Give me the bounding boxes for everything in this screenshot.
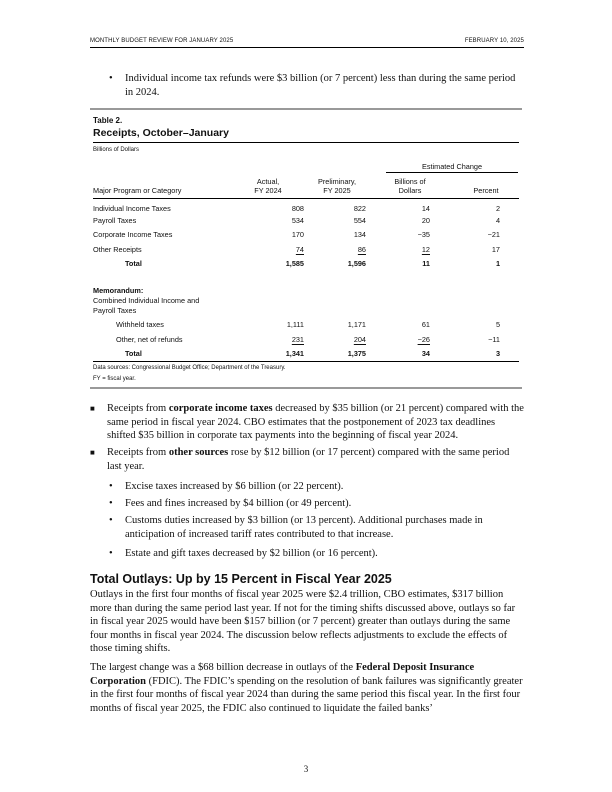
corporate-tax-paragraph: [107, 402, 524, 443]
bullet-marker: •: [109, 548, 113, 559]
estimated-change-heading: Estimated Change: [421, 162, 483, 171]
para-post: (FDIC). The FDIC’s spending on the resolution of bank failures was significantly greater in the first four months of fiscal year 2024 than during the same period this fiscal year. In the first four months of fiscal year 2025, the FDIC also continued to liquidate the failed banks’: [90, 675, 523, 714]
row-percent: 2: [495, 204, 500, 213]
fdic-paragraph: [90, 661, 524, 715]
col-category: Major Program or Category: [93, 186, 182, 195]
table-sources: Data sources: Congressional Budget Office; Department of the Treasury.: [93, 365, 286, 371]
sub-bullet-text: Estate and gift taxes decreased by $2 billion (or 16 percent).: [125, 548, 378, 559]
row-dollars: −26: [417, 335, 430, 344]
bullet-marker: •: [109, 481, 113, 492]
row-actual: 231: [291, 335, 304, 344]
table-top-rule: [90, 108, 522, 110]
total-dollars: 34: [421, 349, 430, 358]
table-units: Billions of Dollars: [93, 147, 140, 153]
bullet-marker: •: [109, 498, 113, 509]
header-date: FEBRUARY 10, 2025: [464, 38, 524, 44]
total-prelim: 1,596: [347, 259, 366, 268]
table-note: FY = fiscal year.: [93, 376, 136, 382]
bullet-bold: corporate income taxes: [168, 403, 273, 414]
row-percent: 17: [491, 245, 500, 254]
row-percent: −21: [487, 230, 500, 239]
col-actual-line1: Actual,: [256, 177, 280, 186]
table-footer-rule: [93, 361, 519, 362]
total-actual: 1,341: [285, 349, 304, 358]
sub-bullet-text: Excise taxes increased by $6 billion (or 22 percent).: [125, 481, 344, 492]
row-label: Other Receipts: [93, 245, 142, 254]
bullet-marker: •: [109, 515, 113, 526]
row-label: Payroll Taxes: [93, 216, 137, 225]
bullet-post: decreased by $35 billion (or 21 percent) compared with the same period in fiscal year 2024. CBO estimates that the postponement of 2023 tax deadlines shifted $35 billion in corporate tax payments into the beginning of fiscal year 2024.: [107, 403, 524, 441]
row-dollars: 20: [421, 216, 430, 225]
row-actual: 534: [291, 216, 304, 225]
col-percent: Percent: [473, 186, 499, 195]
outlays-paragraph: Outlays in the first four months of fiscal year 2025 were $2.4 trillion, CBO estimates, $317 billion more than during the same period last year. If not for the timing shifts discussed above, outlays so far in fiscal year 2025 would have been $157 billion (or 7 percent) greater than outlays during the same four months in fiscal year 2024. The discussion below reflects adjustments to exclude the effects of those timing shifts.: [90, 589, 516, 654]
table-label: Table 2.: [93, 116, 123, 125]
row-dollars: 61: [421, 320, 430, 329]
row-prelim: 134: [353, 230, 366, 239]
row-label: Corporate Income Taxes: [93, 230, 173, 239]
total-actual: 1,585: [285, 259, 304, 268]
total-dollars: 11: [422, 259, 430, 268]
row-percent: 4: [495, 216, 500, 225]
row-label: Individual Income Taxes: [93, 204, 171, 213]
row-prelim: 554: [353, 216, 366, 225]
square-bullet-marker: ■: [90, 448, 95, 457]
estimated-change-rule: [386, 172, 518, 173]
memo-line1: Combined Individual Income and: [93, 296, 200, 305]
bullet-marker: •: [109, 73, 113, 84]
col-prelim-line1: Preliminary,: [318, 177, 356, 186]
row-actual: 74: [295, 245, 304, 254]
memo-heading: Memorandum:: [93, 286, 144, 295]
running-header: [90, 38, 524, 47]
table-title: Receipts, October–January: [93, 127, 229, 139]
col-actual-line2: FY 2024: [254, 186, 282, 195]
total-percent: 1: [495, 259, 500, 268]
table-title-rule: [93, 142, 519, 143]
total-percent: 3: [495, 349, 500, 358]
row-prelim: 822: [353, 204, 366, 213]
sub-bullet-text: Customs duties increased by $3 billion (or 13 percent). Additional purchases made in anticipation of increased tariff rates contributed to that increase.: [125, 515, 483, 540]
para-bold: Federal Deposit Insurance Corporation: [90, 662, 475, 687]
header-report-title: MONTHLY BUDGET REVIEW FOR JANUARY 2025: [90, 38, 234, 44]
row-prelim: 1,171: [347, 320, 366, 329]
row-label: Other, net of refunds: [116, 335, 183, 344]
bullet-pre: Receipts from: [107, 403, 169, 414]
col-dollars-line2: Dollars: [398, 186, 422, 195]
total-label: Total: [125, 259, 142, 268]
row-label: Withheld taxes: [116, 320, 164, 329]
bullet-pre: Receipts from: [107, 447, 169, 458]
col-dollars-line1: Billions of: [394, 177, 426, 186]
row-prelim: 86: [357, 245, 366, 254]
total-label: Total: [125, 349, 142, 358]
header-rule: [90, 47, 524, 48]
bullet-post: rose by $12 billion (or 17 percent) compared with the same period last year.: [107, 447, 510, 472]
total-prelim: 1,375: [347, 349, 366, 358]
square-bullet-marker: ■: [90, 404, 95, 413]
section-heading: Total Outlays: Up by 15 Percent in Fiscal Year 2025: [90, 572, 392, 586]
row-percent: 5: [495, 320, 500, 329]
col-prelim-line2: FY 2025: [323, 186, 351, 195]
row-prelim: 204: [353, 335, 366, 344]
row-dollars: 12: [421, 245, 430, 254]
row-dollars: 14: [421, 204, 430, 213]
para-pre: The largest change was a $68 billion decrease in outlays of the: [90, 662, 356, 673]
row-percent: −11: [488, 335, 500, 344]
table-bottom-rule: [90, 387, 522, 389]
row-actual: 170: [291, 230, 304, 239]
row-actual: 1,111: [286, 320, 304, 329]
bullet-text: Individual income tax refunds were $3 billion (or 7 percent) less than during the same period in 2024.: [125, 73, 516, 98]
row-actual: 808: [291, 204, 304, 213]
page-number: 3: [303, 764, 309, 774]
sub-bullet-text: Fees and fines increased by $4 billion (or 49 percent).: [125, 498, 352, 509]
bullet-bold: other sources: [168, 447, 229, 458]
memo-line2: Payroll Taxes: [93, 306, 137, 315]
other-sources-paragraph: [107, 446, 524, 473]
table-header-rule: [93, 198, 519, 199]
row-dollars: −35: [417, 230, 430, 239]
